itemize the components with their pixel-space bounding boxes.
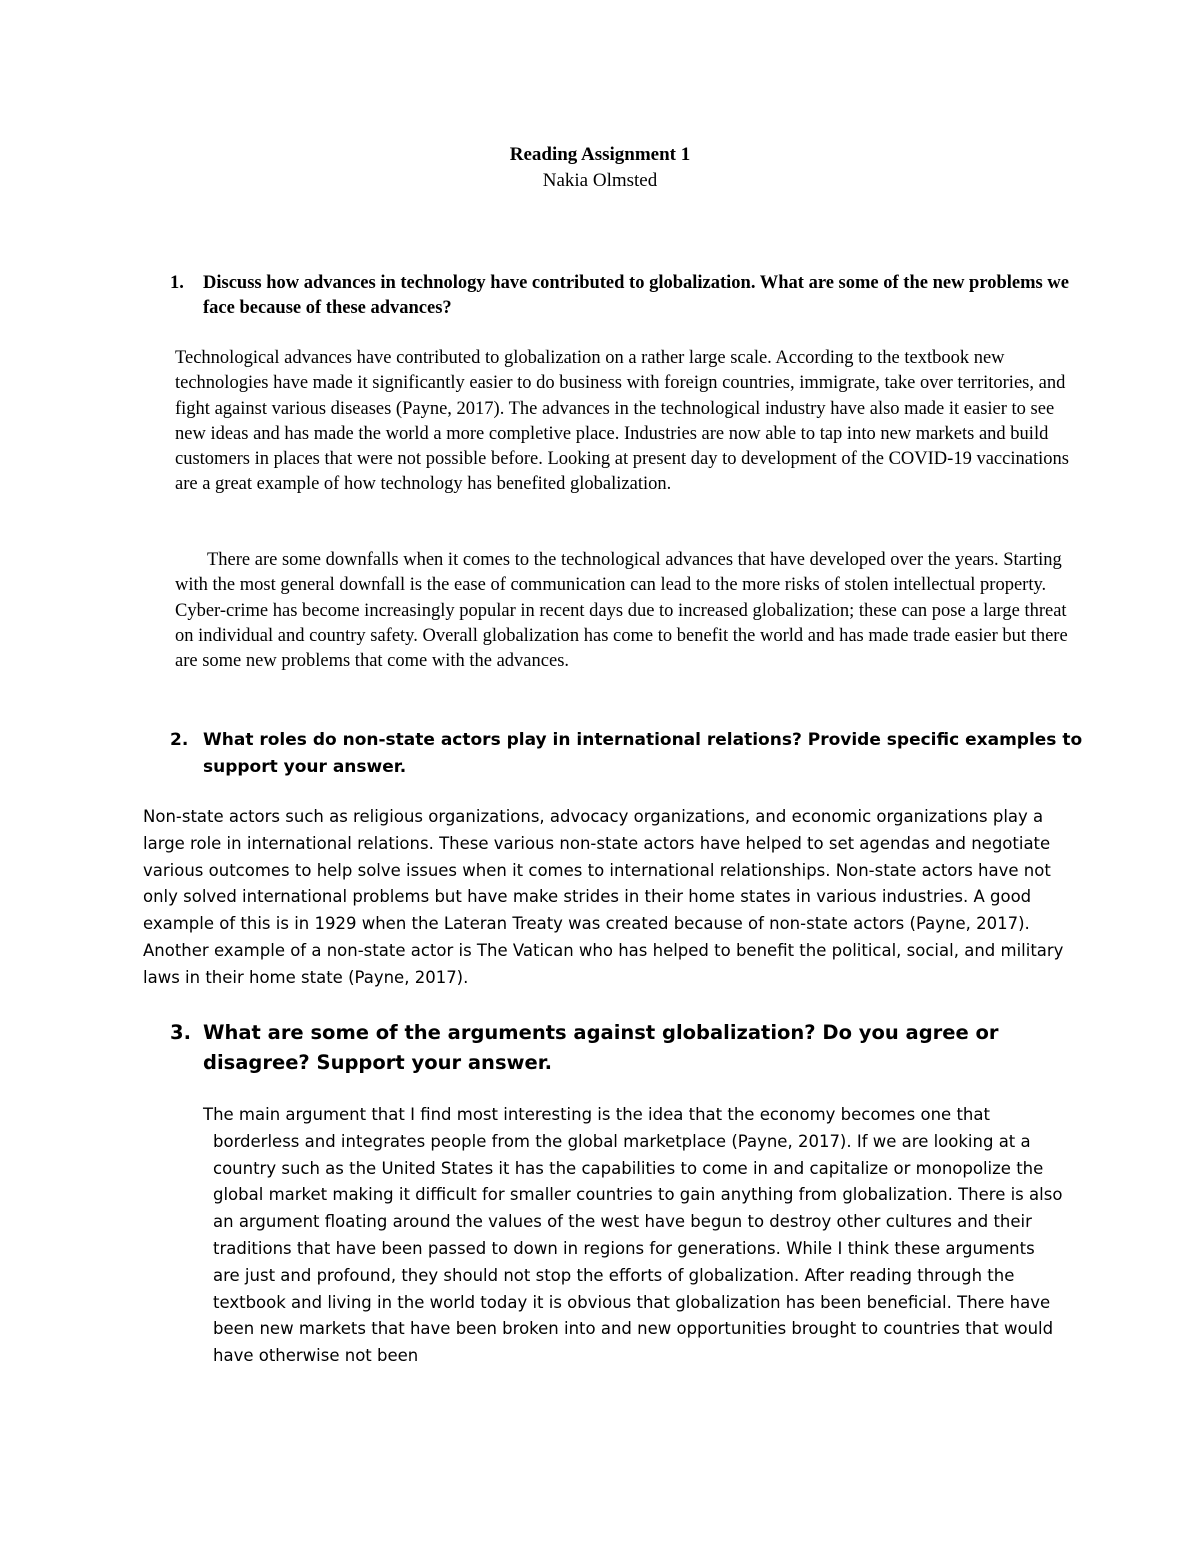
paragraph-text: Technological advances have contributed to globalization on a rather large scale. According to the textbook new technologies have made it significantly easier to do business with foreign countries, immigrate, take over territories, and fight against various diseases (Payne, 2017). The advances in the technological industry have also made it easier to see new ideas and has made the world a more completive place. Industries are now able to tap into new markets and build customers in places that were not possible before. Looking at present day to development of the COVID-19 vaccinations are a great example of how technology has benefited globalization.: [175, 348, 1069, 495]
paragraph-text: Non-state actors such as religious organizations, advocacy organizations, and economic organizations play a large role in international relations. These various non-state actors have helped to set agendas and negotiate various outcomes to help solve issues when it comes to international relationships. Non-state actors have not only solved international problems but have make strides in their home states in various industries. A good example of this is in 1929 when the Lateran Treaty was created because of non-state actors (Payne, 2017). Another example of a non-state actor is The Vatican who has helped to benefit the political, social, and military laws in their home state (Payne, 2017).: [143, 807, 1064, 987]
question-number: 3.: [170, 1021, 191, 1044]
question-text: What roles do non-state actors play in international relations? Provide specific examples to support your answer.: [203, 730, 1083, 777]
document-title: Reading Assignment 1: [509, 144, 691, 165]
question-2: [170, 727, 1083, 781]
question-number: 1.: [170, 273, 184, 293]
paragraph-text: The main argument that I find most interesting is the idea that the economy becomes one that borderless and integrates people from the global marketplace (Payne, 2017). If we are looking at a country such as the United States it has the capabilities to come in and capitalize or monopolize the global market making it difficult for smaller countries to gain anything from globalization. There is also an argument floating around the values of the west have begun to destroy other cultures and their traditions that have been passed to down in regions for generations. While I think these arguments are just and profound, they should not stop the efforts of globalization. After reading through the textbook and living in the world today it is obvious that globalization has been beneficial. There have been new markets that have been broken into and new opportunities brought to countries that would have otherwise not been: [203, 1105, 1063, 1366]
answer-2-paragraph-1: [143, 804, 1073, 992]
document-author: Nakia Olmsted: [542, 170, 658, 191]
question-text: What are some of the arguments against globalization? Do you agree or disagree? Support your answer.: [203, 1021, 999, 1074]
paragraph-text: There are some downfalls when it comes to the technological advances that have developed over the years. Starting with the most general downfall is the ease of communication can lead to the more risks of stolen intellectual property. Cyber-crime has become increasingly popular in recent days due to increased globalization; these can pose a large threat on individual and country safety. Overall globalization has come to benefit the world and has made trade easier but there are some new problems that come with the advances.: [175, 550, 1068, 672]
question-number: 2.: [170, 730, 189, 750]
answer-3-paragraph-1: [203, 1102, 1063, 1370]
question-text: Discuss how advances in technology have contributed to globalization. What are some of the new problems we face because of these advances?: [203, 273, 1069, 318]
question-1: [170, 271, 1083, 321]
question-3: [170, 1018, 1063, 1078]
answer-1-paragraph-2: [175, 548, 1075, 674]
answer-1-paragraph-1: [175, 346, 1075, 498]
